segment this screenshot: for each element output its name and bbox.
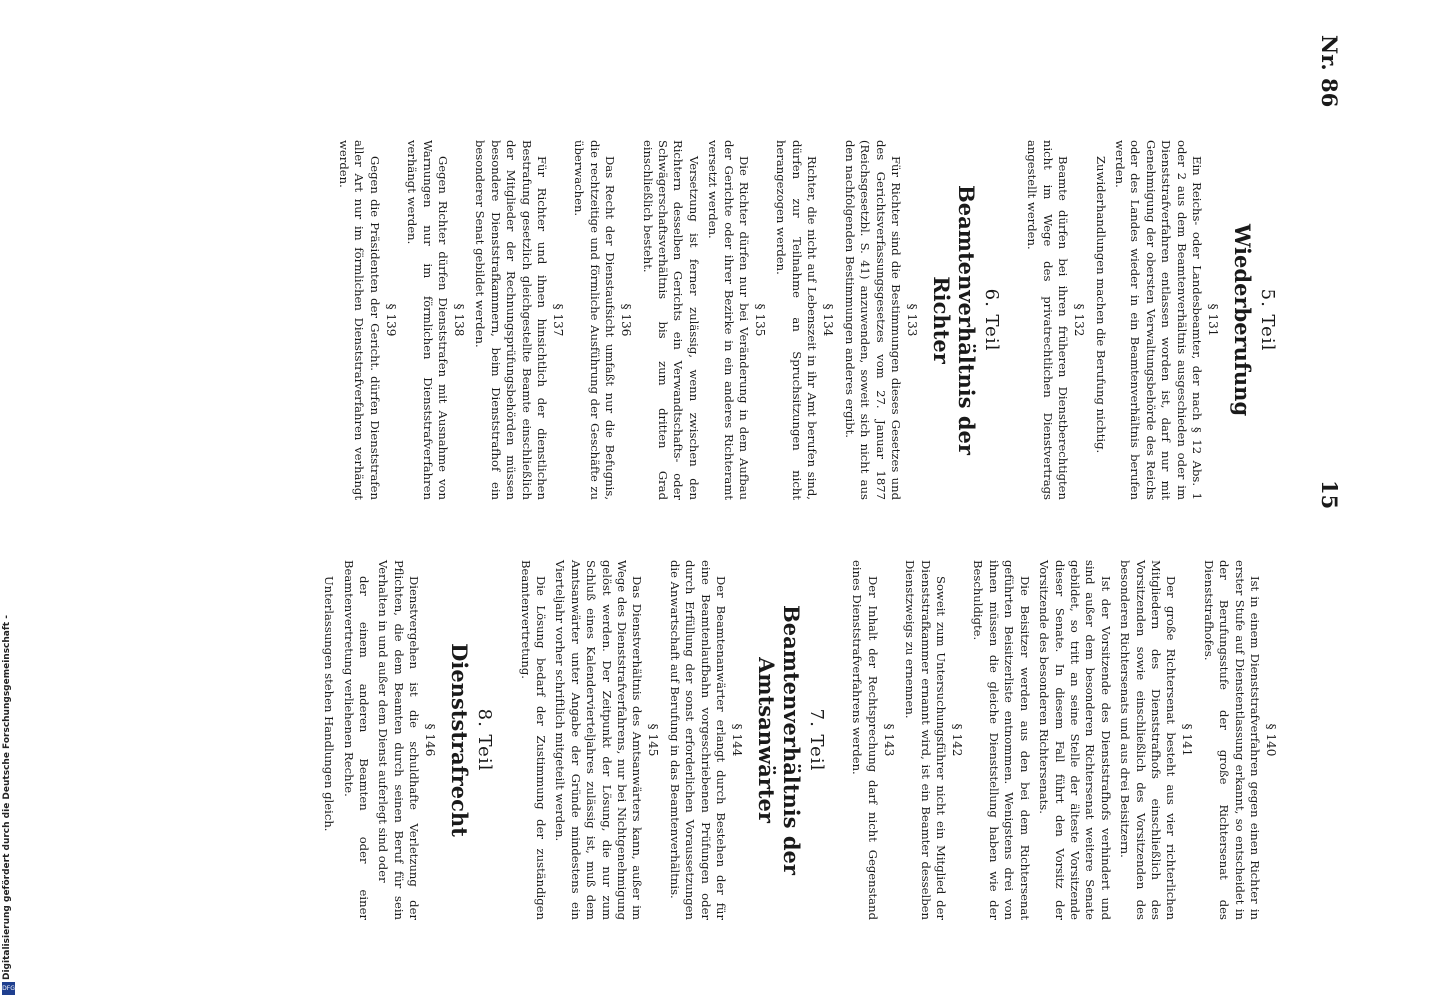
section-heading: 8. Teil [474,708,496,772]
paragraph-text: Versetzung ist ferner zulässig, wenn zwischen den Richtern desselben Gerichts ein Verwandtschafts- oder Schwägerschaftsverhältnis bis zum dritten Grad einschließlich besteht. [640,140,701,500]
page-number: 15 [1317,480,1342,510]
paragraph-number: § 136 [619,303,634,337]
section-heading: 5. Teil [1257,288,1278,352]
paragraph-number: § 142 [950,723,965,757]
paragraph-number: § 131 [1206,303,1220,337]
paragraph-number: § 140 [1264,723,1278,757]
paragraph-text: Gegen Richter dürfen Dienststrafen mit Ausnahme von Warnungen nur im förmlichen Dienststrafverfahren verhängt werden. [405,140,450,500]
column-right [317,560,1284,920]
paragraph-text: der einem anderen Beamten oder einer Beamtenvertretung verliehenen Rechte. [341,560,371,920]
paragraph-number: § 139 [383,303,398,337]
paragraph-text: Dienstvergehen ist die schuldhafte Verletzung der Pflichten, die dem Beamten durch seinen Beruf für sein Verhalten in und außer dem Dienst auferlegt sind oder [376,560,422,920]
paragraph-number: § 135 [753,303,768,337]
paragraph-text: Ist der Vorsitzende des Dienststrafhofs verhindert und sind außer dem besonderen Richtersenat weitere Senate gebildet, so tritt an seine Stelle der älteste Vorsitzende dieser Senate. In diesem Fall führt den Vorsitz der Vorsitzende des besonderen Richtersenats. [1037,560,1113,920]
column-left [332,140,1284,500]
paragraph-text: Beamte dürfen bei ihren früheren Dienstberechtigten nicht im Wege des privatrechtlichen Dienstvertrags angestellt werden. [1025,140,1071,500]
section-title: Beamtenverhältnis der Amtsanwärter [754,605,805,875]
section-title: Wiederberufung [1230,223,1255,417]
paragraph-text: Der große Richtersenat besteht aus vier richterlichen Mitgliedern des Dienststrafhofs einschließlich des Vorsitzenden sowie einschließlich des Vorsitzenden des besonderen Richtersenats und aus drei Beisitzern. [1118,560,1179,920]
paragraph-number: § 134 [821,303,836,337]
paragraph-text: Gegen die Präsidenten der Gericht. dürfen Dienststrafen aller Art nur im förmlichen Dienststrafverfahren verhängt werden. [336,140,382,500]
paragraph-text: Das Recht der Dienstaufsicht umfaßt nur die Befugnis, die rechtzeitige und förmliche Ausführung der Geschäfte zu überwachen. [572,140,618,500]
section-title: Beamtenverhältnis der Richter [928,185,979,455]
issue-number: Nr. 86 [1317,35,1342,108]
paragraph-text: Für Richter sind die Bestimmungen dieses Gesetzes und des Gerichtsverfassungsgesetzes vom 27. Januar 1877 (Reichsgesetzbl. S. 41) anzuwenden, soweit sich nicht aus den nachfolgenden Bestimmungen anderes ergibt. [842,140,903,500]
digitization-footer [2,600,16,995]
paragraph-number: § 146 [423,723,438,757]
paragraph-number: § 137 [551,303,566,337]
paragraph-number: § 144 [730,723,745,757]
paragraph-text: Richter, die nicht auf Lebenszeit in ihr Amt berufen sind, dürfen zur Teilnahme an Spruchsitzungen nicht herangezogen werden. [774,140,820,500]
paragraph-text: Ist in einem Dienststrafverfahren gegen einen Richter in erster Stufe auf Dienstentlassung erkannt, so entscheidet in der Berufungsstufe der große Richtersenat des Dienststrafhofes. [1201,560,1262,920]
paragraph-text: Ein Reichs- oder Landesbeamter, der nach § 12 Abs. 1 oder 2 aus dem Beamtenverhältnis ausgeschieden oder im Dienststrafverfahren entlassen worden ist, darf nur mit Genehmigung der obersten Verwaltungsbehörde des Reichs oder des Landes wieder in ein Beamtenverhältnis berufen werden. [1112,140,1204,500]
paragraph-text: Unterlassungen stehen Handlungen gleich. [322,576,337,832]
paragraph-number: § 143 [881,723,896,757]
paragraph-number: § 133 [904,303,919,337]
paragraph-number: § 138 [452,303,466,337]
paragraph-text: Das Dienstverhältnis des Amtsanwärters kann, außer im Wege des Dienststrafverfahrens, nur bei Nichtgenehmigung gelöst werden. Der Zeitpunkt der Lösung, die nur zum Schluß eines Kalendervierteljahres zulässig ist, muß dem Amtsanwärter unter Angabe der Gründe mindestens ein Vierteljahr vorher schriftlich mitgeteilt werden. [553,560,645,920]
paragraph-text: Der Beamtenanwärter erlangt durch Bestehen der für eine Beamtenlaufbahn vorgeschriebenen Prüfungen oder durch Erfüllung der sonst erforderlichen Voraussetzungen die Anwartschaft auf Berufung in das Beamtenverhältnis. [667,560,729,920]
paragraph-text: Die Richter dürfen nur bei Veränderung in dem Aufbau der Gerichte oder ihrer Bezirke in ein anderes Richteramt versetzt werden. [706,140,752,500]
section-title: Dienststrafrecht [447,643,473,837]
section-heading: 6. Teil [980,288,1002,352]
paragraph-text: Die Beisitzer werden aus den bei dem Richtersenat geführten Beisitzerliste entnommen. Wenigstens drei von ihnen müssen die gleiche Dienststellung haben wie der Beschuldigte. [971,560,1032,920]
dfg-logo: DFG [2,982,15,995]
paragraph-text: Soweit zum Untersuchungsführer nicht ein Mitglied der Dienststrafkammer ernannt wird, ist ein Beamter desselben Dienstzweigs zu ernennen. [903,560,949,920]
paragraph-number: § 141 [1180,723,1195,757]
paragraph-text: Für Richter und ihnen hinsichtlich der dienstlichen Bestrafung gesetzlich gleichgestellte Beamte einschließlich der Mitglieder der Rechnungsprüfungsbehörden müssen besondere Dienststrafkammern, beim Dienststrafhof ein besonderer Senat gebildet werden. [473,140,550,500]
section-heading: 7. Teil [806,708,828,772]
paragraph-text: Zuwiderhandlungen machen die Berufung nichtig. [1093,156,1108,454]
paragraph-number: § 145 [646,723,661,757]
digitization-note: Digitalisierung gefördert durch die Deutsche Forschungsgemeinschaft - [2,615,12,980]
paragraph-text: Der Inhalt der Rechtsprechung darf nicht Gegenstand eines Dienststrafverfahrens werden. [850,560,880,920]
paragraph-text: Die Lösung bedarf der Zustimmung der zuständigen Beamtenvertretung. [518,560,548,920]
paragraph-number: § 132 [1072,303,1087,337]
